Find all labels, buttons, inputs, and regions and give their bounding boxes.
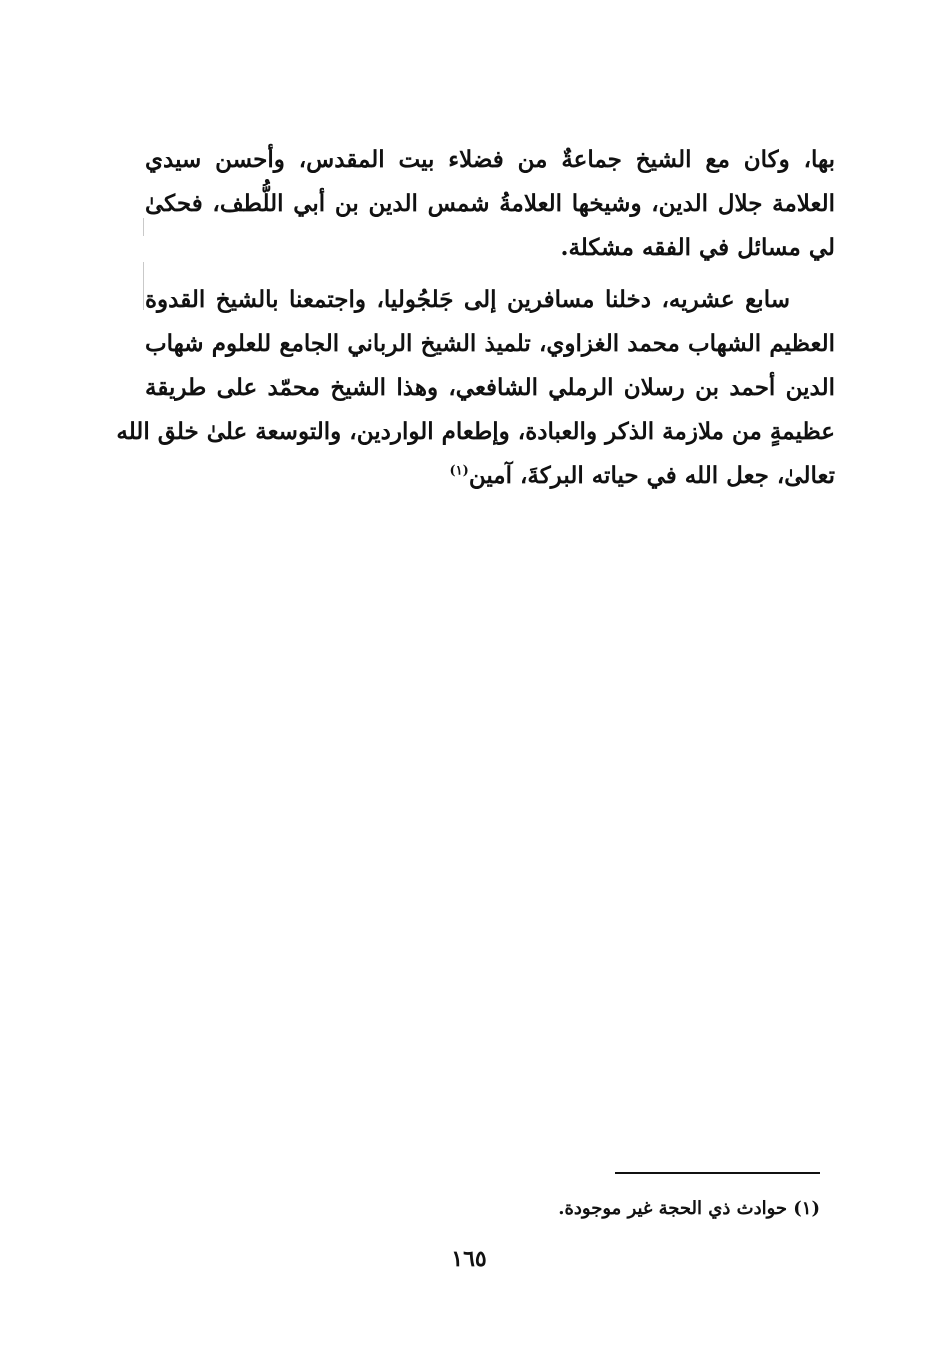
paragraph-1-line-1: بها، وكان مع الشيخ جماعةٌ من فضلاء بيت المقدس، وأحسن سيدي — [145, 146, 835, 173]
page-number: ١٦٥ — [451, 1246, 487, 1272]
paragraph-1-line-3: لي مسائل في الفقه مشكلة. — [560, 234, 835, 261]
paragraph-2-line-2: العظيم الشهاب محمد الغزاوي، تلميذ الشيخ الرباني الجامع للعلوم شهاب — [145, 330, 835, 357]
scan-artifact-line — [143, 218, 144, 236]
footnote-reference: (١) — [449, 463, 469, 479]
paragraph-1 — [145, 138, 835, 270]
paragraph-1-line-2: العلامة جلال الدين، وشيخها العلامةُ شمس الدين بن أبي اللُّطف، فحكىٰ — [145, 190, 835, 217]
footnote: (١) حوادث ذي الحجة غير موجودة. — [558, 1198, 820, 1219]
paragraph-2-line-5 — [145, 454, 835, 498]
paragraph-2-line-1: سابع عشريه، دخلنا مسافرين إلى جَلجُوليا، واجتمعنا بالشيخ القدوة — [145, 286, 790, 313]
scan-artifact-line — [143, 262, 144, 310]
paragraph-2-line-4: عظيمةٍ من ملازمة الذكر والعبادة، وإطعام الواردين، والتوسعة علىٰ خلق الله — [116, 418, 835, 445]
paragraph-2-line-5-text: تعالىٰ، جعل الله في حياته البركةَ، آمين — [468, 462, 835, 489]
footnote-separator — [615, 1172, 820, 1174]
paragraph-2-line-3: الدين أحمد بن رسلان الرملي الشافعي، وهذا الشيخ محمّد على طريقة — [145, 374, 835, 401]
paragraph-2 — [116, 278, 835, 498]
